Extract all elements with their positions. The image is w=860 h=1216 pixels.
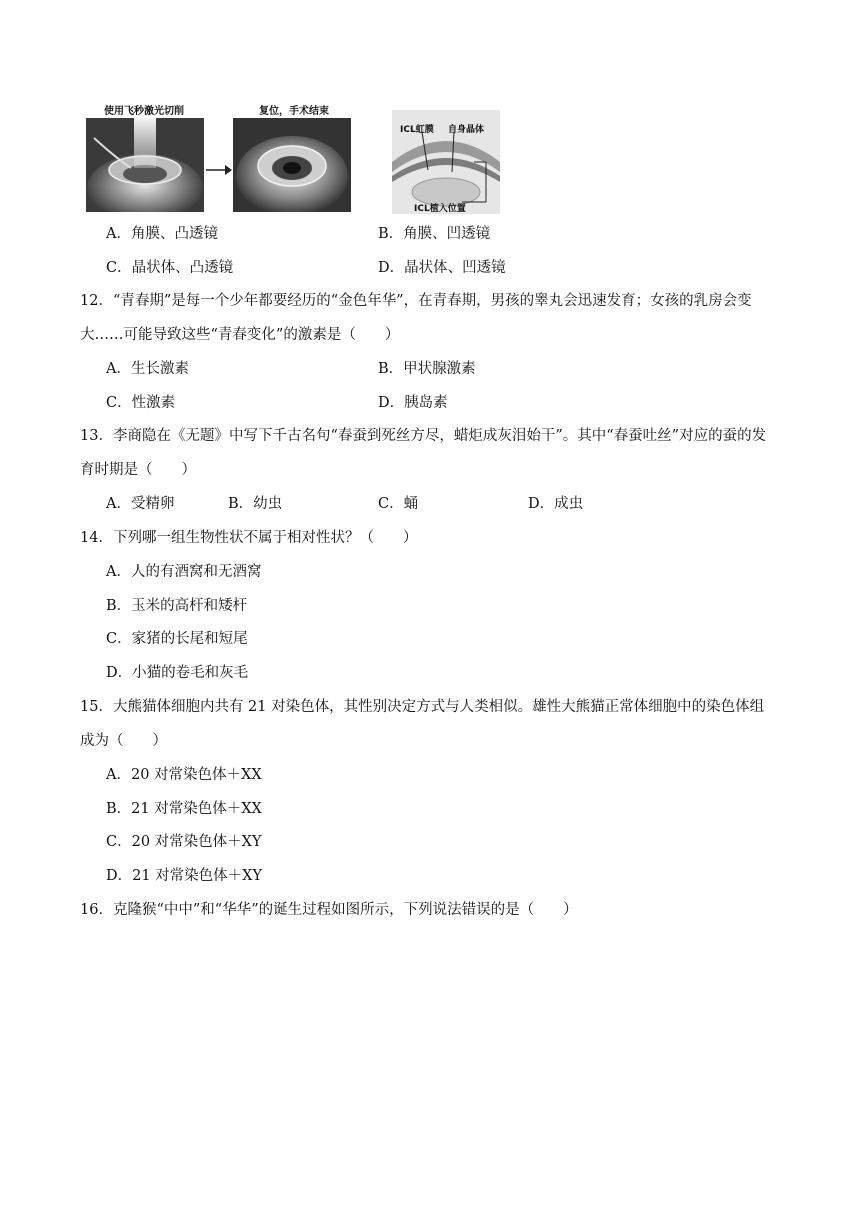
q14-option-c: C．家猪的长尾和短尾 bbox=[106, 631, 248, 647]
q13-stem-line1: 13．李商隐在《无题》中写下千古名句“春蚕到死丝方尽，蜡炬成灰泪始干”。其中“春蚕吐丝”对应的蚕的发 bbox=[80, 428, 767, 444]
q12-stem-line1: 12．“青春期”是每一个少年都要经历的“金色年华”，在青春期，男孩的睾丸会迅速发育；女孩的乳房会变 bbox=[80, 293, 752, 309]
icl-figure bbox=[392, 110, 500, 214]
q14-option-a: A．人的有酒窝和无酒窝 bbox=[106, 564, 262, 580]
q11-option-d: D．晶状体、凹透镜 bbox=[378, 260, 506, 276]
q15-option-c: C．20 对常染色体＋XY bbox=[106, 834, 262, 850]
icl-lens-label: 自身晶体 bbox=[448, 125, 485, 135]
q15-option-a: A．20 对常染色体＋XX bbox=[106, 767, 262, 783]
q11-option-c: C．晶状体、凸透镜 bbox=[106, 260, 234, 276]
reset-figure bbox=[233, 102, 351, 212]
q15-stem-line2: 成为（ ） bbox=[80, 733, 167, 749]
q13-option-b: B．幼虫 bbox=[228, 496, 283, 512]
icl-iris-label: ICL虹膜 bbox=[400, 125, 434, 135]
q12-option-d: D．胰岛素 bbox=[378, 395, 448, 411]
q14-stem-line1: 14．下列哪一组生物性状不属于相对性状？（ ） bbox=[80, 530, 418, 546]
q13-stem-line2: 育时期是（ ） bbox=[80, 462, 196, 478]
q11-option-b: B．角膜、凹透镜 bbox=[378, 226, 491, 242]
q12-stem-line2: 大……可能导致这些“青春变化”的激素是（ ） bbox=[80, 327, 400, 343]
q13-option-c: C．蛹 bbox=[378, 496, 419, 512]
q12-option-b: B．甲状腺激素 bbox=[378, 361, 476, 377]
q12-option-a: A．生长激素 bbox=[106, 361, 189, 377]
q11-option-a: A．角膜、凸透镜 bbox=[106, 226, 218, 242]
q12-option-c: C．性激素 bbox=[106, 395, 176, 411]
arrow-icon bbox=[205, 163, 233, 177]
q13-option-d: D．成虫 bbox=[528, 496, 584, 512]
reset-caption: 复位，手术结束 bbox=[259, 106, 329, 117]
laser-caption: 使用飞秒激光切削 bbox=[104, 106, 184, 117]
q14-option-b: B．玉米的高杆和矮杆 bbox=[106, 598, 248, 614]
q13-option-a: A．受精卵 bbox=[106, 496, 175, 512]
reset-eye-image bbox=[233, 118, 351, 212]
laser-surgery-figure bbox=[86, 102, 204, 212]
laser-eye-image bbox=[86, 118, 204, 212]
q15-option-d: D．21 对常染色体＋XY bbox=[106, 868, 263, 884]
q15-stem-line1: 15．大熊猫体细胞内共有 21 对染色体，其性别决定方式与人类相似。雄性大熊猫正常体细胞中的染色体组 bbox=[80, 699, 765, 715]
q14-option-d: D．小猫的卷毛和灰毛 bbox=[106, 665, 249, 681]
q15-option-b: B．21 对常染色体＋XX bbox=[106, 801, 262, 817]
icl-position-label: ICL植入位置 bbox=[414, 204, 466, 214]
q16-stem-line1: 16．克隆猴“中中”和“华华”的诞生过程如图所示，下列说法错误的是（ ） bbox=[80, 902, 578, 918]
